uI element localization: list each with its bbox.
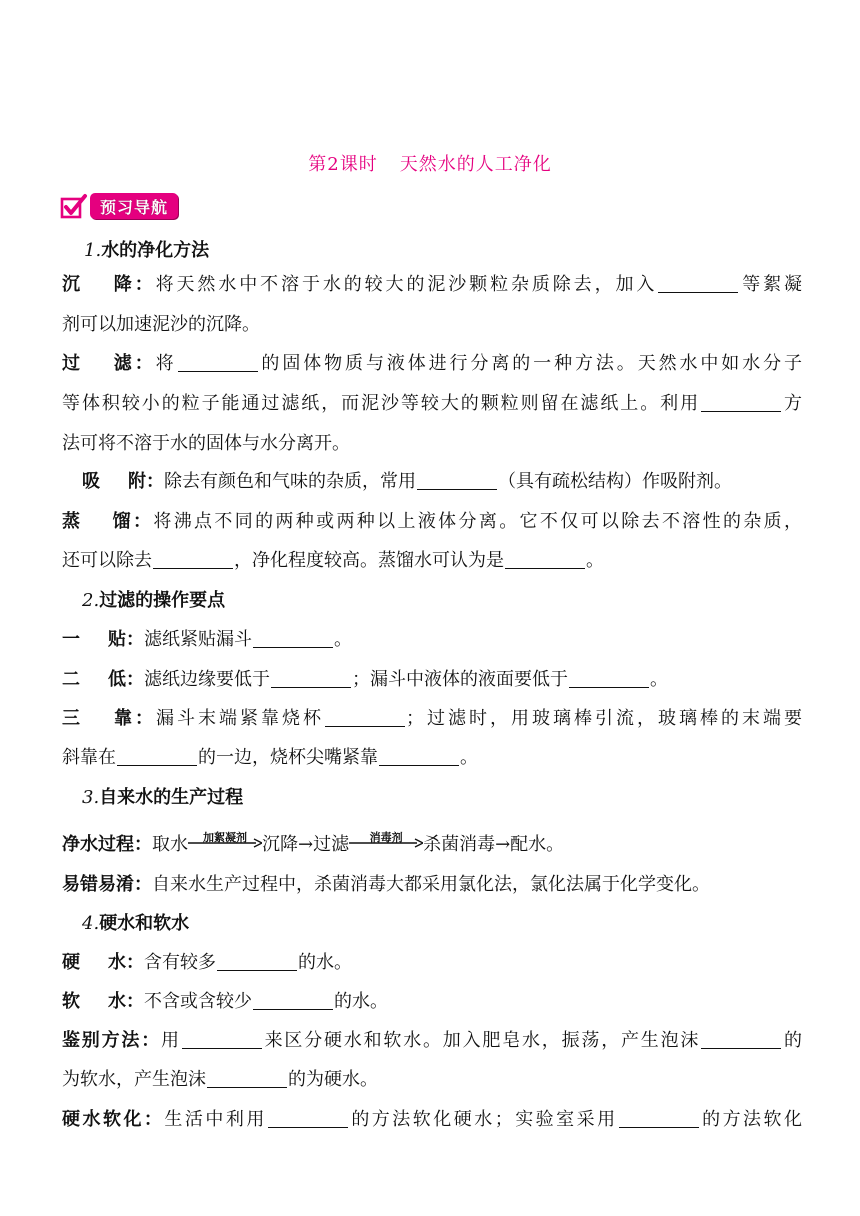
answer-blank — [253, 989, 333, 1010]
section-1-heading: 1.水的净化方法 — [84, 240, 210, 261]
term-soften: 硬水软化： — [62, 1109, 165, 1130]
answer-blank — [379, 745, 459, 766]
term-filtration: 过 滤： — [62, 353, 156, 374]
pitfall-line: 易错易淆：自来水生产过程中，杀菌消毒大都采用氯化法，氯化法属于化学变化。 — [62, 874, 710, 895]
answer-blank — [569, 667, 649, 688]
filtration-line-2: 等体积较小的粒子能通过滤纸，而泥沙等较大的颗粒则留在滤纸上。利用 方 — [62, 393, 803, 414]
term-two-low: 二 低： — [62, 669, 144, 690]
answer-blank — [268, 1107, 348, 1128]
term-sedimentation: 沉 降： — [62, 274, 156, 295]
term-identify: 鉴别方法： — [62, 1030, 161, 1051]
term-one-stick: 一 贴： — [62, 629, 144, 650]
distillation-line-1: 蒸 馏：将沸点不同的两种或两种以上液体分离。它不仅可以除去不溶性的杂质， — [62, 511, 803, 532]
section-2-heading: 2.过滤的操作要点 — [82, 590, 226, 611]
answer-blank — [217, 950, 297, 971]
sedimentation-line-1: 沉 降：将天然水中不溶于水的较大的泥沙颗粒杂质除去，加入 等絮凝 — [62, 274, 803, 295]
identify-line-2: 为软水，产生泡沫 的为硬水。 — [62, 1069, 378, 1090]
lesson-title — [0, 150, 860, 176]
answer-blank — [325, 706, 405, 727]
lesson-topic: 天然水的人工净化 — [399, 154, 552, 175]
section-3-heading: 3.自来水的生产过程 — [82, 787, 244, 808]
distillation-line-2: 还可以除去 ，净化程度较高。蒸馏水可认为是 。 — [62, 550, 604, 571]
soften-line: 硬水软化：生活中利用 的方法软化硬水；实验室采用 的方法软化 — [62, 1109, 803, 1130]
process-line: 净水过程：取水 加絮凝剂 沉降→过滤 消毒剂 杀菌消毒→配水。 — [62, 826, 802, 864]
term-process: 净水过程： — [62, 834, 152, 855]
term-pitfall: 易错易淆： — [62, 874, 152, 895]
answer-blank — [253, 627, 333, 648]
term-three-lean: 三 靠： — [62, 708, 156, 729]
filtration-line-1: 过 滤：将 的固体物质与液体进行分离的一种方法。天然水中如水分子 — [62, 353, 803, 374]
preview-guide-badge — [60, 188, 178, 224]
section-4-heading: 4.硬水和软水 — [82, 913, 190, 934]
adsorption-line: 吸 附：除去有颜色和气味的杂质，常用 （具有疏松结构）作吸附剂。 — [82, 471, 732, 492]
term-hard-water: 硬 水： — [62, 952, 144, 973]
term-distillation: 蒸 馏： — [62, 511, 154, 532]
lesson-number: 第2课时 — [308, 154, 378, 175]
term-soft-water: 软 水： — [62, 991, 144, 1012]
answer-blank — [658, 272, 738, 293]
answer-blank — [182, 1028, 262, 1049]
answer-blank — [153, 548, 233, 569]
badge-label: 预习导航 — [90, 193, 178, 219]
term-adsorption: 吸 附： — [82, 471, 164, 492]
answer-blank — [417, 469, 497, 490]
filtration-line-3: 法可将不溶于水的固体与水分离开。 — [62, 433, 350, 454]
soft-water-line: 软 水：不含或含较少 的水。 — [62, 991, 388, 1012]
sedimentation-line-2: 剂可以加速泥沙的沉降。 — [62, 314, 260, 335]
answer-blank — [701, 391, 781, 412]
answer-blank — [117, 745, 197, 766]
checkbox-tick-icon — [60, 193, 86, 219]
answer-blank — [178, 351, 258, 372]
arrow-flocculant: 加絮凝剂 — [188, 828, 262, 854]
answer-blank — [207, 1067, 287, 1088]
arrow-disinfectant: 消毒剂 — [349, 828, 423, 854]
identify-line-1: 鉴别方法：用 来区分硬水和软水。加入肥皂水，振荡，产生泡沫 的 — [62, 1030, 803, 1051]
hard-water-line: 硬 水：含有较多 的水。 — [62, 952, 352, 973]
one-stick-line: 一 贴：滤纸紧贴漏斗 。 — [62, 629, 352, 650]
answer-blank — [505, 548, 585, 569]
answer-blank — [701, 1028, 781, 1049]
answer-blank — [271, 667, 351, 688]
answer-blank — [619, 1107, 699, 1128]
two-low-line: 二 低：滤纸边缘要低于 ；漏斗中液体的液面要低于 。 — [62, 669, 668, 690]
three-lean-line-2: 斜靠在 的一边，烧杯尖嘴紧靠 。 — [62, 747, 478, 768]
three-lean-line-1: 三 靠：漏斗末端紧靠烧杯 ；过滤时，用玻璃棒引流，玻璃棒的末端要 — [62, 708, 802, 729]
